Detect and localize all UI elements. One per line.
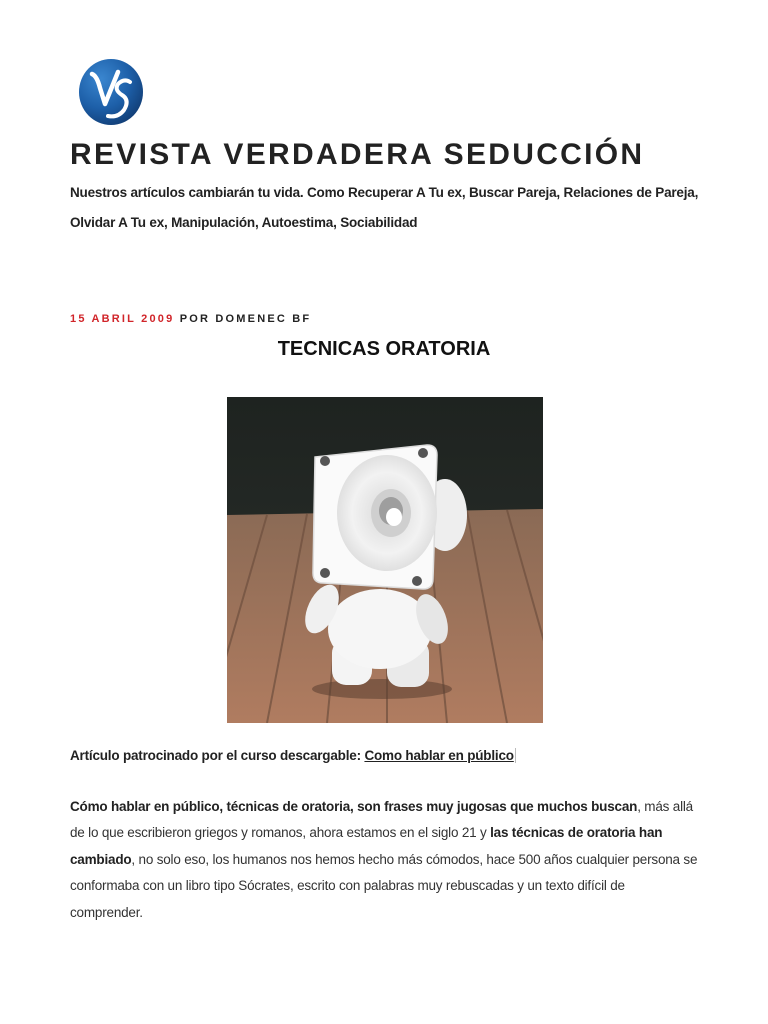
sponsor-link[interactable]: Como hablar en público — [364, 748, 514, 763]
post-by-label: POR — [179, 313, 211, 325]
paragraph-bold-2: las técnicas de oratoria han cambiado — [70, 825, 663, 867]
post-image — [227, 397, 543, 723]
post-title: TECNICAS ORATORIA — [277, 338, 491, 360]
post-paragraph — [70, 794, 700, 926]
paragraph-bold-1: Cómo hablar en público, técnicas de oratoria, son frases muy jugosas que muchos buscan — [70, 799, 638, 814]
post-date[interactable]: 15 ABRIL 2009 — [70, 313, 175, 325]
sponsor-line — [70, 748, 516, 763]
vs-logo-icon — [78, 58, 144, 126]
toy-speaker-icon — [227, 397, 543, 723]
svg-text:VS: VS — [110, 98, 112, 99]
post-meta — [70, 313, 311, 325]
post-author[interactable]: DOMENEC BF — [215, 313, 312, 325]
paragraph-text-2: , no solo eso, los humanos nos hemos hecho más cómodos, hace 500 años cualquier persona se conformaba con un libro tipo Sócrates, escrito con palabras muy rebuscadas y un texto difícil de comprender. — [70, 851, 698, 920]
paragraph-text-1: , más allá de lo que escribieron griegos y romanos, ahora estamos en el siglo 21 y — [70, 799, 693, 841]
site-logo[interactable] — [78, 58, 144, 126]
site-title[interactable]: REVISTA VERDADERA SEDUCCIÓN — [70, 138, 645, 171]
site-tagline: Nuestros artículos cambiarán tu vida. Como Recuperar A Tu ex, Buscar Pareja, Relaciones de Pareja, Olvidar A Tu ex, Manipulación, Autoestima, Sociabilidad — [70, 185, 699, 230]
sponsor-prefix: Artículo patrocinado por el curso descargable: — [70, 748, 361, 763]
